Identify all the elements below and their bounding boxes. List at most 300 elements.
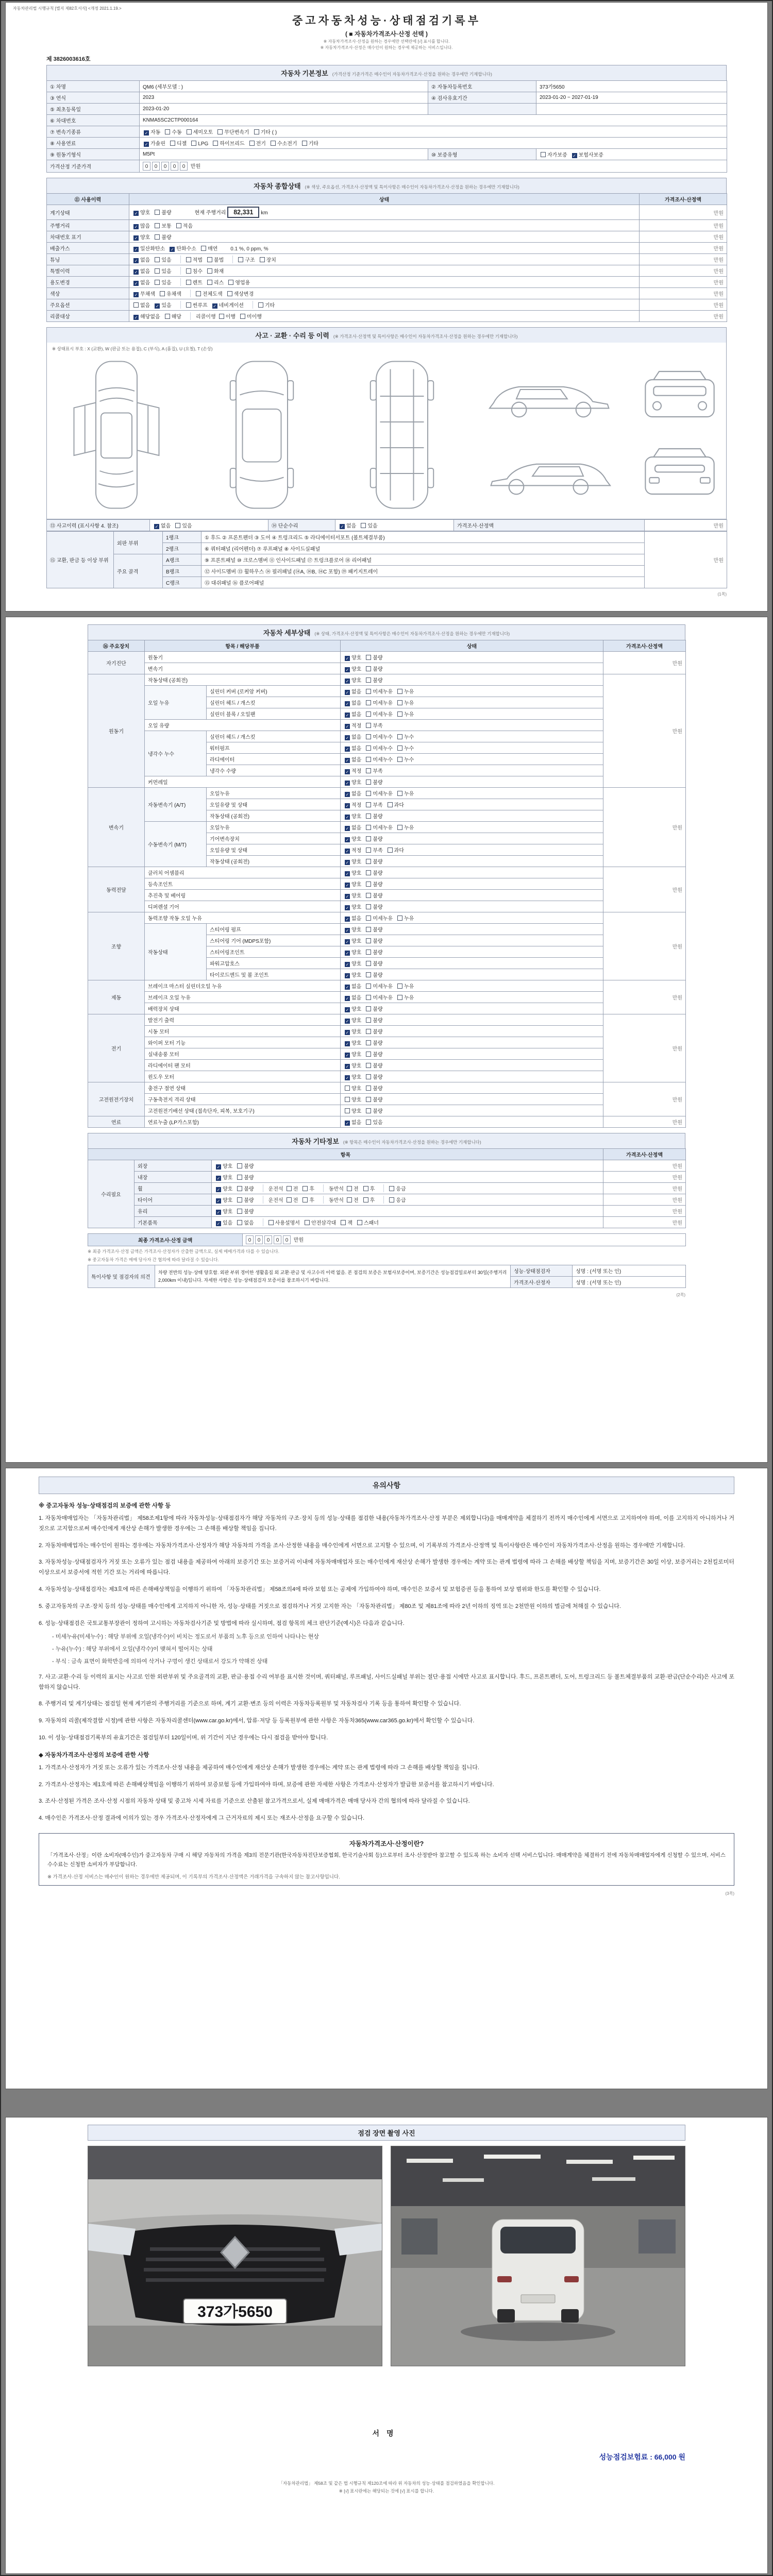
checkbox-option[interactable] <box>345 744 361 752</box>
option-group <box>344 1005 389 1012</box>
checkbox-checked-icon: ✓ <box>345 702 349 706</box>
checkbox-option[interactable] <box>217 128 249 135</box>
checkbox-option[interactable] <box>201 244 217 252</box>
detail-status-cell <box>341 969 603 980</box>
checkbox-option[interactable] <box>366 846 382 854</box>
notice-item: 3. 조사·산정된 가격은 조사·산정 시점의 자동차 상태 및 중고차 시세 자료를 기준으로 산출된 참고가격으로서, 실제 매매가격은 매매 당사자 간의 협의에 따라 달라질 수 있습니다. <box>39 1798 470 1805</box>
checkbox-option[interactable] <box>155 267 171 275</box>
price-evaluation-select[interactable]: ( ■ 자동차가격조사·산정 선택 ) <box>345 30 428 38</box>
checkbox-icon <box>175 523 180 528</box>
checkbox-option[interactable] <box>345 835 361 842</box>
checkbox-option[interactable] <box>366 676 382 684</box>
checkbox-checked-icon: ✓ <box>216 1210 221 1215</box>
option-group <box>323 1196 380 1204</box>
engine-value: M5Pt <box>140 149 428 160</box>
option-label: 있음 <box>182 523 192 529</box>
option-label: 기타 <box>308 141 318 147</box>
checkbox-option[interactable] <box>345 869 361 876</box>
option-label: 적정 <box>351 769 362 774</box>
checkbox-option[interactable] <box>160 290 181 297</box>
checkbox-option[interactable] <box>254 128 277 135</box>
document-footer <box>6 2480 767 2496</box>
checkbox-option[interactable] <box>397 914 414 922</box>
checkbox-option[interactable] <box>345 993 361 1001</box>
checkbox-option[interactable] <box>155 222 171 229</box>
inspector-signature: 성명 : (서명 또는 인) <box>573 1265 686 1277</box>
option-label: 불량 <box>373 1029 383 1035</box>
price-cell: 만원 <box>640 220 727 231</box>
checkbox-option[interactable] <box>541 150 567 158</box>
checkbox-option[interactable] <box>361 521 377 529</box>
checkbox-option[interactable] <box>345 971 361 978</box>
checkbox-checked-icon: ✓ <box>134 293 138 297</box>
checkbox-option[interactable] <box>366 823 393 831</box>
checkbox-option[interactable] <box>170 244 196 252</box>
checkbox-option[interactable] <box>366 699 393 706</box>
checkbox-option[interactable] <box>388 846 404 854</box>
checkbox-option[interactable] <box>366 778 382 786</box>
checkbox-option[interactable] <box>165 312 181 320</box>
checkbox-option[interactable] <box>366 710 393 718</box>
checkbox-icon <box>366 1097 371 1102</box>
option-label: 미세누수 <box>373 757 393 763</box>
checkbox-option[interactable] <box>170 139 187 147</box>
checkbox-option[interactable] <box>366 959 382 967</box>
checkbox-option[interactable] <box>345 721 361 729</box>
checkbox-option[interactable] <box>176 222 193 229</box>
checkbox-option[interactable] <box>366 903 382 910</box>
checkbox-option[interactable] <box>572 150 603 158</box>
document-number: 제 3826003616호 <box>46 56 91 62</box>
checkbox-option[interactable] <box>302 139 318 147</box>
checkbox-icon <box>366 666 371 671</box>
checkbox-option[interactable] <box>366 1084 382 1092</box>
option-group <box>383 1196 411 1204</box>
checkbox-icon <box>186 280 191 285</box>
detail-row <box>88 1116 686 1128</box>
rank2-parts: ⑥ 쿼터패널 (리어펜더) ⑦ 루프패널 ⑧ 사이드실패널 <box>201 543 645 554</box>
checkbox-option[interactable] <box>154 521 171 529</box>
checkbox-option[interactable] <box>345 1005 361 1012</box>
option-group <box>190 312 267 320</box>
checkbox-option[interactable] <box>345 1118 361 1126</box>
checkbox-option[interactable] <box>366 880 382 888</box>
status-header: 상태 <box>129 194 640 205</box>
checkbox-option[interactable] <box>366 914 393 922</box>
checkbox-option[interactable] <box>237 1196 254 1204</box>
detail-status-cell <box>341 946 603 958</box>
option-label: 미세누유 <box>373 984 393 990</box>
option-label: 미세누유 <box>373 701 393 706</box>
checkbox-checked-icon: ✓ <box>345 656 349 661</box>
checkbox-option[interactable] <box>191 141 208 147</box>
checkbox-option[interactable] <box>186 278 203 286</box>
checkbox-option[interactable] <box>345 823 361 831</box>
checkbox-icon <box>186 257 191 262</box>
checkbox-option[interactable] <box>363 1196 375 1204</box>
checkbox-option[interactable] <box>155 301 171 309</box>
checkbox-option[interactable] <box>366 1073 382 1080</box>
checkbox-option[interactable] <box>397 687 414 695</box>
usage-status-cell <box>129 277 640 288</box>
checkbox-option[interactable] <box>366 1027 382 1035</box>
item-label: 작동상태 (공회전) <box>207 856 341 867</box>
accident-title: 사고 · 교환 · 수리 등 이력 (※ 가격조사·산정액 및 특이사항은 매수인이 자동차가격조사·산정을 원하는 경우에만 기재합니다) <box>46 327 727 343</box>
checkbox-option[interactable] <box>133 278 150 286</box>
option-text: 동반석 <box>328 1198 344 1204</box>
checkbox-option[interactable] <box>227 290 254 297</box>
checkbox-option[interactable] <box>345 948 361 956</box>
checkbox-option[interactable] <box>366 744 393 752</box>
checkbox-option[interactable] <box>397 982 414 990</box>
checkbox-icon <box>366 1086 371 1091</box>
checkbox-icon <box>155 280 160 285</box>
usage-history-row <box>47 243 727 254</box>
other-item-header: 항목 <box>88 1149 603 1160</box>
checkbox-option[interactable] <box>345 778 361 786</box>
price-cell: 만원 <box>603 652 686 674</box>
checkbox-option[interactable] <box>345 653 361 661</box>
option-label: 사용설명서 <box>275 1221 300 1226</box>
checkbox-option[interactable] <box>155 208 171 216</box>
option-label: 양호 <box>351 871 362 876</box>
checkbox-option[interactable] <box>397 733 414 740</box>
checkbox-option[interactable] <box>347 1196 359 1204</box>
checkbox-option[interactable] <box>366 948 382 956</box>
checkbox-icon <box>397 757 402 762</box>
checkbox-icon <box>397 825 402 830</box>
option-group <box>190 290 259 297</box>
checkbox-option[interactable] <box>345 1084 361 1092</box>
option-label: 기타 <box>264 303 275 309</box>
checkbox-option[interactable] <box>249 139 266 147</box>
option-label: 양호 <box>223 1187 233 1192</box>
checkbox-option[interactable] <box>345 857 361 865</box>
checkbox-option[interactable] <box>345 959 361 967</box>
checkbox-option[interactable] <box>196 290 223 297</box>
checkbox-option[interactable] <box>207 256 224 263</box>
notice-title: 유의사항 <box>39 1477 734 1494</box>
car-side-view-left-icon <box>483 365 617 427</box>
year-value: 2023 <box>140 92 428 104</box>
checkbox-option[interactable] <box>345 937 361 944</box>
checkbox-option[interactable] <box>397 993 414 1001</box>
checkbox-option[interactable] <box>345 1039 361 1046</box>
checkbox-option[interactable] <box>366 812 382 820</box>
checkbox-option[interactable] <box>345 982 361 990</box>
photo-rear-garage <box>391 2146 685 2366</box>
checkbox-option[interactable] <box>397 823 414 831</box>
checkbox-option[interactable] <box>345 925 361 933</box>
checkbox-option[interactable] <box>366 857 382 865</box>
checkbox-option[interactable] <box>213 139 244 147</box>
option-group <box>344 869 389 876</box>
option-label: 불량 <box>244 1209 254 1215</box>
item-label: 오일누유 <box>207 822 341 833</box>
checkbox-option[interactable] <box>345 665 361 672</box>
option-group <box>180 301 249 309</box>
detail-status-cell <box>341 1082 603 1094</box>
car-side-views <box>483 358 617 512</box>
checkbox-option[interactable] <box>155 233 171 241</box>
checkbox-option[interactable] <box>366 1061 382 1069</box>
checkbox-option[interactable] <box>397 789 414 797</box>
checkbox-option[interactable] <box>345 710 361 718</box>
item-label: 충전구 절연 상태 <box>145 1082 341 1094</box>
checkbox-icon <box>165 129 170 134</box>
checkbox-option[interactable] <box>133 267 150 275</box>
checkbox-icon <box>388 848 393 853</box>
checkbox-option[interactable] <box>303 1184 314 1192</box>
option-group <box>344 1073 389 1080</box>
checkbox-option[interactable] <box>175 521 192 529</box>
price-cell: 만원 <box>603 1183 686 1194</box>
checkbox-option[interactable] <box>133 312 160 320</box>
checkbox-option[interactable] <box>366 733 393 740</box>
checkbox-option[interactable] <box>366 835 382 842</box>
checkbox-option[interactable] <box>345 801 361 808</box>
checkbox-option[interactable] <box>366 925 382 933</box>
checkbox-option[interactable] <box>207 278 224 286</box>
checkbox-option[interactable] <box>155 256 171 263</box>
checkbox-option[interactable] <box>345 789 361 797</box>
checkbox-option[interactable] <box>389 1184 406 1192</box>
checkbox-icon <box>366 916 371 921</box>
fee-value: 66,000 원 <box>654 2453 685 2461</box>
checkbox-option[interactable] <box>133 208 150 216</box>
device-label: 전기 <box>88 1014 145 1082</box>
checkbox-option[interactable] <box>237 1184 254 1192</box>
checkbox-option[interactable] <box>345 1027 361 1035</box>
checkbox-option[interactable] <box>237 1173 254 1181</box>
option-label: 적음 <box>182 224 193 229</box>
other-item-label: 유리 <box>135 1206 212 1217</box>
option-label: 누유 <box>404 712 414 718</box>
checkbox-checked-icon: ✓ <box>345 668 349 672</box>
checkbox-option[interactable] <box>133 256 150 263</box>
checkbox-icon <box>238 257 243 262</box>
accident-history-label: ⑬ 사고이력 (표시사항 4. 참조) <box>47 520 150 531</box>
fuel-label: ⑧ 사용연료 <box>47 138 140 149</box>
checkbox-option[interactable] <box>397 710 414 718</box>
checkbox-option[interactable] <box>305 1218 336 1226</box>
option-group <box>344 778 389 786</box>
checkbox-option[interactable] <box>366 1039 382 1046</box>
checkbox-option[interactable] <box>345 1016 361 1024</box>
option-label: 양호 <box>351 1018 362 1024</box>
checkbox-option[interactable] <box>240 312 262 320</box>
checkbox-option[interactable] <box>347 1184 359 1192</box>
detail-status-cell <box>341 1048 603 1060</box>
final-price-table <box>88 1233 686 1246</box>
detail-status-cell <box>341 867 603 878</box>
checkbox-option[interactable] <box>366 767 382 774</box>
checkbox-option[interactable] <box>345 1050 361 1058</box>
checkbox-option[interactable] <box>186 301 208 309</box>
checkbox-option[interactable] <box>366 982 393 990</box>
checkbox-option[interactable] <box>219 312 236 320</box>
checkbox-option[interactable] <box>340 521 356 529</box>
checkbox-option[interactable] <box>258 301 275 309</box>
option-group <box>180 256 230 263</box>
checkbox-option[interactable] <box>366 665 382 672</box>
checkbox-option[interactable] <box>366 1005 382 1012</box>
checkbox-icon <box>187 129 192 134</box>
option-group <box>143 128 282 135</box>
checkbox-option[interactable] <box>216 1173 232 1181</box>
checkbox-checked-icon: ✓ <box>345 690 349 695</box>
checkbox-option[interactable] <box>187 128 213 135</box>
detail-status-cell <box>341 844 603 856</box>
checkbox-option[interactable] <box>186 267 203 275</box>
option-label: 불량 <box>373 1097 383 1103</box>
checkbox-option[interactable] <box>366 869 382 876</box>
option-group <box>344 846 410 854</box>
checkbox-icon <box>160 291 165 296</box>
checkbox-option[interactable] <box>345 1107 361 1114</box>
checkbox-option[interactable] <box>366 1107 382 1114</box>
license-plate-text: 373가5650 <box>197 2303 273 2320</box>
checkbox-option[interactable] <box>345 767 361 774</box>
checkbox-option[interactable] <box>237 1207 254 1215</box>
checkbox-option[interactable] <box>345 1073 361 1080</box>
checkbox-option[interactable] <box>133 290 155 297</box>
checkbox-option[interactable] <box>237 1162 254 1170</box>
option-label: 양호 <box>351 837 362 842</box>
checkbox-option[interactable] <box>366 971 382 978</box>
option-label: 있음 <box>161 280 172 286</box>
option-label: 불량 <box>373 780 383 786</box>
checkbox-option[interactable] <box>133 222 150 229</box>
checkbox-option[interactable] <box>345 903 361 910</box>
checkbox-option[interactable] <box>345 1095 361 1103</box>
checkbox-option[interactable] <box>345 891 361 899</box>
checkbox-option[interactable] <box>357 1218 379 1226</box>
checkbox-checked-icon: ✓ <box>216 1222 221 1226</box>
checkbox-option[interactable] <box>345 755 361 763</box>
checkbox-option[interactable] <box>345 846 361 854</box>
checkbox-option[interactable] <box>366 653 382 661</box>
checkbox-option[interactable] <box>268 1218 300 1226</box>
price-cell: 만원 <box>603 912 686 980</box>
checkbox-option[interactable] <box>366 801 382 808</box>
checkbox-option[interactable] <box>366 1095 382 1103</box>
checkbox-option[interactable] <box>345 733 361 740</box>
option-label: 영업용 <box>235 280 250 286</box>
checkbox-option[interactable] <box>260 256 276 263</box>
checkbox-icon <box>249 141 255 146</box>
checkbox-option[interactable] <box>366 755 393 763</box>
option-label: 양호 <box>351 905 362 910</box>
checkbox-option[interactable] <box>237 1218 254 1226</box>
checkbox-icon <box>397 745 402 751</box>
checkbox-option[interactable] <box>216 1218 232 1226</box>
checkbox-icon <box>237 1220 242 1225</box>
checkbox-option[interactable] <box>345 812 361 820</box>
checkbox-icon <box>228 280 233 285</box>
checkbox-option[interactable] <box>345 880 361 888</box>
usage-item-label: 주요옵션 <box>47 299 129 311</box>
checkbox-option[interactable] <box>287 1196 298 1204</box>
checkbox-option[interactable] <box>388 801 404 808</box>
option-label: 보통 <box>161 224 172 229</box>
price-cell: 만원 <box>640 299 727 311</box>
checkbox-option[interactable] <box>397 744 414 752</box>
checkbox-option[interactable] <box>397 699 414 706</box>
detail-row <box>88 1048 686 1060</box>
option-label: 불량 <box>373 905 383 910</box>
checkbox-option[interactable] <box>366 721 382 729</box>
checkbox-option[interactable] <box>366 1016 382 1024</box>
checkbox-option[interactable] <box>271 139 297 147</box>
item-label: 냉각수 수량 <box>207 765 341 776</box>
checkbox-option[interactable] <box>303 1196 314 1204</box>
transmission-label: ⑦ 변속기종류 <box>47 126 140 138</box>
option-label: 미세누유 <box>373 791 393 797</box>
checkbox-option[interactable] <box>389 1196 406 1204</box>
checkbox-option[interactable] <box>144 128 160 135</box>
checkbox-option[interactable] <box>216 1162 232 1170</box>
checkbox-icon <box>207 257 212 262</box>
checkbox-option[interactable] <box>216 1196 232 1204</box>
checkbox-option[interactable] <box>345 914 361 922</box>
checkbox-option[interactable] <box>238 256 255 263</box>
checkbox-option[interactable] <box>216 1207 232 1215</box>
header-note-2: ※ 자동차가격조사·산정은 매수인이 원하는 경우에 제공하는 서비스입니다. <box>320 45 453 50</box>
checkbox-option[interactable] <box>345 1061 361 1069</box>
first-reg-label: ⑤ 최초등록일 <box>47 104 140 115</box>
checkbox-option[interactable] <box>345 699 361 706</box>
checkbox-option[interactable] <box>228 278 250 286</box>
subgroup-label: 오일 누유 <box>145 686 207 720</box>
checkbox-option[interactable] <box>133 244 165 252</box>
checkbox-option[interactable] <box>207 267 224 275</box>
checkbox-option[interactable] <box>144 139 165 147</box>
checkbox-option[interactable] <box>287 1184 298 1192</box>
option-group <box>263 1196 320 1204</box>
checkbox-option[interactable] <box>366 993 393 1001</box>
comprehensive-title: 자동차 종합상태 (※ 색상, 주요옵션, 가격조사·산정액 및 특이사항은 매수인이 자동차가격조사·산정을 원하는 경우에만 기재합니다) <box>46 178 727 193</box>
checkbox-icon <box>389 1186 394 1191</box>
other-item-label: 내장 <box>135 1172 212 1183</box>
checkbox-option[interactable] <box>366 687 393 695</box>
option-label: 누유 <box>404 916 414 922</box>
checkbox-option[interactable] <box>366 891 382 899</box>
checkbox-option[interactable] <box>366 937 382 944</box>
rankC-parts: ⑮ 대쉬패널 ⑯ 플로어패널 <box>201 577 645 588</box>
checkbox-option[interactable] <box>345 676 361 684</box>
checkbox-option[interactable] <box>212 301 244 309</box>
checkbox-option[interactable] <box>133 301 150 309</box>
checkbox-option[interactable] <box>397 755 414 763</box>
checkbox-option[interactable] <box>133 233 150 241</box>
checkbox-option[interactable] <box>345 687 361 695</box>
checkbox-option[interactable] <box>366 789 393 797</box>
checkbox-option[interactable] <box>186 256 203 263</box>
checkbox-option[interactable] <box>216 1184 232 1192</box>
checkbox-option[interactable] <box>363 1184 375 1192</box>
checkbox-option[interactable] <box>341 1218 352 1226</box>
checkbox-option[interactable] <box>366 1118 382 1126</box>
checkbox-icon <box>219 314 224 319</box>
checkbox-option[interactable] <box>165 128 181 135</box>
checkbox-option[interactable] <box>155 278 171 286</box>
checkbox-icon <box>366 814 371 819</box>
checkbox-option[interactable] <box>366 1050 382 1058</box>
checkbox-icon <box>207 268 212 274</box>
detail-status-cell <box>341 1060 603 1071</box>
option-label: 기타 ( ) <box>260 130 277 135</box>
